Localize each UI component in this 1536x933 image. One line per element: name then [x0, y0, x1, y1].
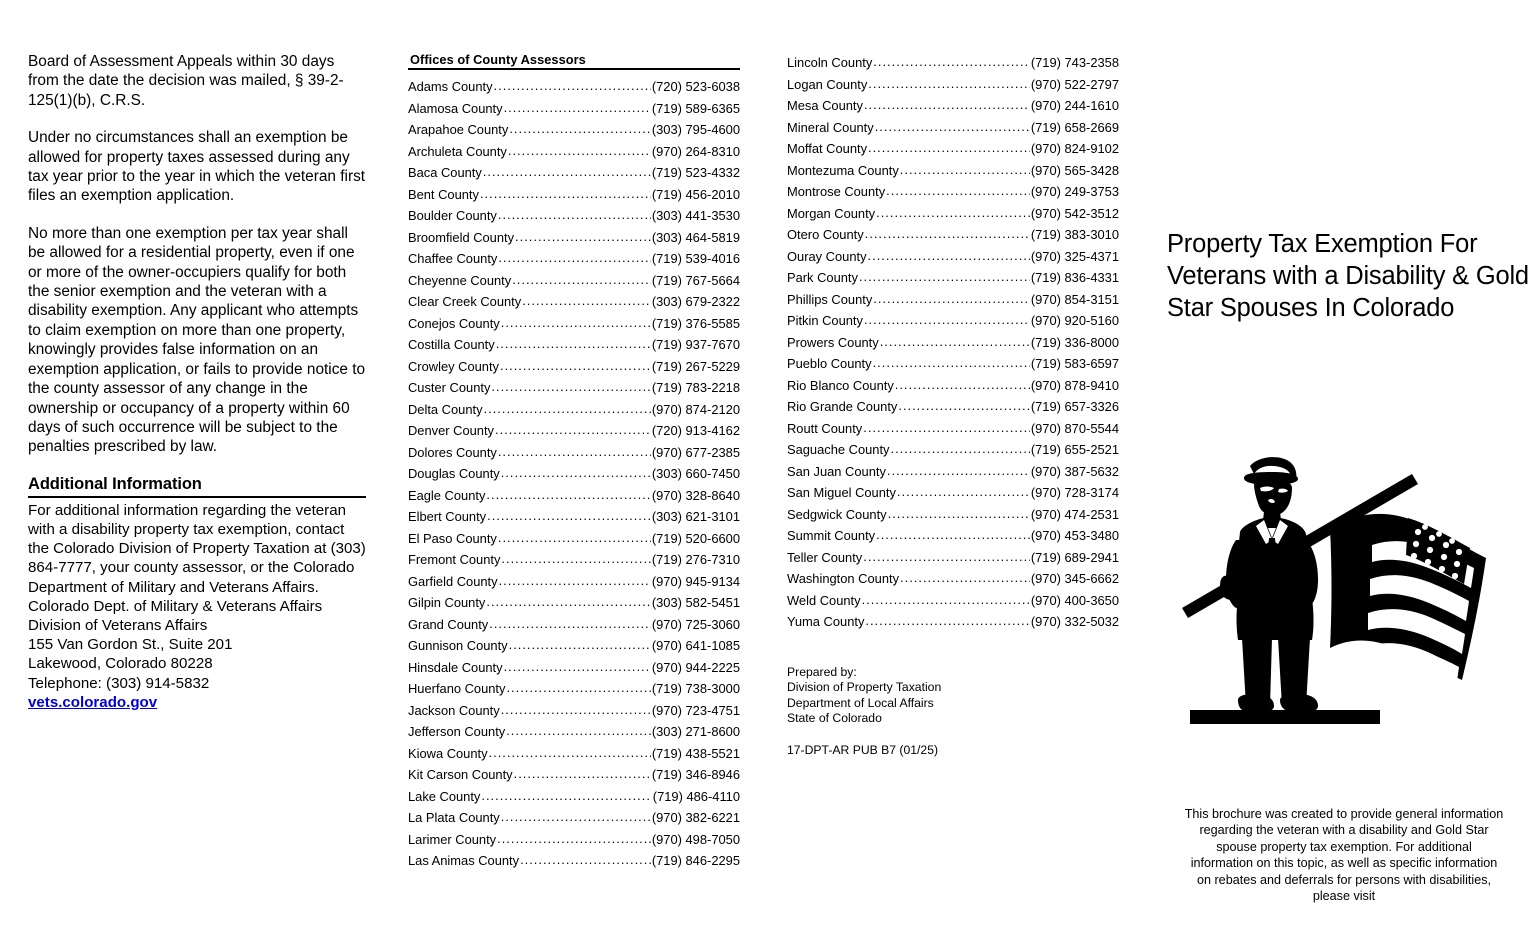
assessor-phone-number: (719) 846-2295: [651, 853, 740, 868]
assessor-row: [408, 549, 740, 571]
assessor-phone-number: (970) 944-2225: [651, 659, 740, 675]
assessor-phone-number: (719) 589-6365: [651, 100, 740, 116]
dot-leader: [509, 635, 651, 656]
assessor-county-name: Conejos County: [408, 315, 500, 331]
vets-colorado-gov-link[interactable]: vets.colorado.gov: [28, 693, 158, 711]
dot-leader: [496, 334, 651, 355]
contact-line: Telephone: (303) 914-5832: [28, 674, 210, 692]
assessor-phone-number: (719) 743-2358: [1030, 55, 1119, 70]
narrative-column: [28, 52, 366, 712]
section-divider: [28, 496, 366, 498]
assessor-row: [408, 98, 740, 120]
contact-address-block: [28, 597, 366, 693]
assessor-county-name: Routt County: [787, 420, 863, 436]
assessor-row: [408, 635, 740, 657]
assessor-county-name: Lincoln County: [787, 55, 873, 70]
assessor-phone-number: (719) 767-5664: [651, 272, 740, 288]
assessor-row: [787, 289, 1119, 311]
dot-leader: [487, 506, 651, 527]
assessor-phone-number: (970) 249-3753: [1030, 184, 1119, 199]
dot-leader: [865, 224, 1030, 245]
assessor-row: [408, 678, 740, 700]
assessor-county-name: Kiowa County: [408, 745, 488, 761]
assessor-county-name: Sedgwick County: [787, 506, 887, 522]
dot-leader: [512, 270, 651, 291]
assessor-county-name: Rio Blanco County: [787, 377, 894, 393]
assessor-phone-number: (303) 464-5819: [651, 229, 740, 245]
contact-line: Division of Veterans Affairs: [28, 616, 208, 634]
assessor-county-name: Archuleta County: [408, 143, 507, 159]
assessors-column-b: [787, 52, 1119, 633]
assessor-phone-number: (970) 332-5032: [1030, 614, 1119, 629]
dot-leader: [515, 227, 651, 248]
assessor-phone-number: (970) 325-4371: [1030, 248, 1119, 264]
assessor-phone-number: (303) 795-4600: [651, 122, 740, 137]
narrative-paragraph: Under no circumstances shall an exemption be allowed for property taxes assessed during any tax year prior to the year in which the veteran first files an exemption application.: [28, 129, 366, 205]
assessor-county-name: Arapahoe County: [408, 122, 509, 137]
publication-code: 17-DPT-AR PUB B7 (01/25): [787, 743, 939, 758]
assessor-county-name: Yuma County: [787, 614, 865, 629]
assessor-row: [408, 119, 740, 141]
assessor-row: [787, 611, 1119, 633]
assessor-phone-number: (970) 542-3512: [1030, 205, 1119, 221]
dot-leader: [900, 568, 1030, 589]
assessor-phone-number: (719) 336-8000: [1030, 334, 1119, 350]
assessor-row: [408, 743, 740, 765]
dot-leader: [501, 549, 650, 570]
assessor-phone-number: (720) 913-4162: [651, 423, 740, 438]
assessors-heading-divider: [408, 68, 740, 70]
assessor-county-name: Gunnison County: [408, 638, 508, 653]
assessor-phone-number: (970) 870-5544: [1030, 420, 1119, 436]
assessor-row: [408, 786, 740, 808]
assessor-row: [787, 396, 1119, 418]
assessor-row: [787, 246, 1119, 268]
contact-line: Colorado Dept. of Military & Veterans Affairs: [28, 597, 323, 615]
dot-leader: [506, 678, 650, 699]
assessor-row: [408, 571, 740, 593]
dot-leader: [509, 119, 651, 140]
assessor-phone-number: (970) 264-8310: [651, 143, 740, 159]
assessor-county-name: Broomfield County: [408, 229, 515, 245]
assessor-county-name: Otero County: [787, 227, 864, 242]
assessor-phone-number: (719) 783-2218: [651, 380, 740, 395]
dot-leader: [868, 74, 1030, 95]
assessor-row: [408, 313, 740, 335]
dot-leader: [859, 267, 1030, 288]
assessor-county-name: Montezuma County: [787, 162, 899, 178]
cover-panel: [1150, 0, 1536, 933]
assessor-county-name: Rio Grande County: [787, 399, 898, 414]
assessor-row: [787, 525, 1119, 547]
assessor-phone-number: (970) 725-3060: [651, 616, 740, 632]
assessor-phone-number: (719) 689-2941: [1030, 549, 1119, 565]
dot-leader: [864, 95, 1030, 116]
assessor-county-name: Teller County: [787, 549, 863, 565]
assessor-phone-number: (970) 345-6662: [1030, 571, 1119, 586]
assessor-row: [787, 375, 1119, 397]
assessor-phone-number: (719) 836-4331: [1030, 270, 1119, 285]
assessor-row: [787, 95, 1119, 117]
assessor-county-name: Mineral County: [787, 119, 874, 135]
assessor-county-name: Park County: [787, 270, 858, 285]
dot-leader: [489, 743, 651, 764]
assessor-row: [408, 506, 740, 528]
dot-leader: [888, 504, 1030, 525]
assessor-phone-number: (970) 244-1610: [1030, 98, 1119, 113]
prepared-by-block: [787, 665, 1117, 758]
assessor-phone-number: (719) 583-6597: [1030, 356, 1119, 371]
assessor-list-a: [408, 76, 740, 872]
assessor-row: [408, 614, 740, 636]
assessor-county-name: Clear Creek County: [408, 294, 522, 309]
assessor-phone-number: (719) 346-8946: [651, 767, 740, 782]
dot-leader: [900, 160, 1030, 181]
assessor-row: [787, 224, 1119, 246]
assessor-phone-number: (719) 658-2669: [1030, 119, 1119, 135]
assessor-phone-number: (303) 621-3101: [651, 509, 740, 524]
dot-leader: [898, 396, 1029, 417]
assessor-row: [787, 267, 1119, 289]
assessor-row: [787, 332, 1119, 354]
assessor-phone-number: (719) 438-5521: [651, 745, 740, 761]
assessor-row: [787, 181, 1119, 203]
dot-leader: [497, 829, 651, 850]
assessor-county-name: Huerfano County: [408, 681, 506, 696]
assessor-phone-number: (970) 328-8640: [651, 487, 740, 503]
dot-leader: [865, 611, 1029, 632]
dot-leader: [873, 289, 1030, 310]
assessor-phone-number: (970) 498-7050: [651, 831, 740, 847]
dot-leader: [897, 482, 1030, 503]
assessor-row: [408, 377, 740, 399]
assessor-phone-number: (719) 523-4332: [651, 165, 740, 180]
assessor-row: [787, 353, 1119, 375]
additional-information-body: For additional information regarding the veteran with a disability property tax exemption, contact the Colorado Division of Property Taxation at (303) 864-7777, your county assessor, or the Colorado Department of Military and Veterans Affairs.: [28, 501, 366, 596]
dot-leader: [506, 721, 651, 742]
assessor-row: [408, 700, 740, 722]
assessor-county-name: Saguache County: [787, 442, 890, 457]
assessor-row: [408, 141, 740, 163]
dot-leader: [501, 313, 651, 334]
assessor-county-name: Pueblo County: [787, 356, 872, 371]
assessor-phone-number: (970) 382-6221: [651, 810, 740, 825]
assessor-county-name: San Miguel County: [787, 485, 896, 500]
assessor-county-name: Eagle County: [408, 487, 486, 503]
dot-leader: [498, 442, 651, 463]
assessor-phone-number: (303) 582-5451: [651, 595, 740, 610]
assessor-county-name: Larimer County: [408, 831, 497, 847]
dot-leader: [875, 117, 1030, 138]
assessor-county-name: El Paso County: [408, 530, 497, 546]
dot-leader: [498, 248, 651, 269]
assessor-county-name: Denver County: [408, 423, 494, 438]
assessor-county-name: Crowley County: [408, 358, 499, 374]
dot-leader: [481, 786, 651, 807]
additional-information-heading: Additional Information: [28, 474, 202, 493]
dot-leader: [895, 375, 1030, 396]
page-title: Property Tax Exemption For Veterans with a Disability & Gold Star Spouses In Colorado: [1167, 230, 1529, 322]
assessor-phone-number: (970) 824-9102: [1030, 141, 1119, 156]
assessor-row: [787, 52, 1119, 74]
assessor-phone-number: (970) 874-2120: [651, 401, 740, 417]
assessor-county-name: Bent County: [408, 186, 479, 202]
dot-leader: [862, 590, 1030, 611]
assessor-county-name: Alamosa County: [408, 100, 503, 116]
assessor-county-name: Delta County: [408, 401, 483, 417]
assessor-county-name: Prowers County: [787, 334, 879, 350]
dot-leader: [483, 162, 651, 183]
assessor-phone-number: (719) 376-5585: [651, 315, 740, 331]
assessor-phone-number: (970) 945-9134: [651, 573, 740, 589]
assessor-phone-number: (719) 267-5229: [651, 358, 740, 374]
dot-leader: [886, 181, 1030, 202]
assessor-county-name: Baca County: [408, 165, 482, 180]
assessor-phone-number: (303) 441-3530: [651, 208, 740, 223]
assessor-row: [408, 399, 740, 421]
assessor-county-name: Las Animas County: [408, 853, 520, 868]
assessor-phone-number: (970) 854-3151: [1030, 291, 1119, 307]
assessor-phone-number: (720) 523-6038: [651, 79, 740, 94]
assessor-county-name: La Plata County: [408, 810, 500, 825]
assessors-heading: Offices of County Assessors: [410, 52, 586, 67]
assessor-row: [408, 485, 740, 507]
assessor-row: [787, 74, 1119, 96]
assessor-row: [787, 117, 1119, 139]
prepared-by-line: State of Colorado: [787, 710, 882, 725]
assessor-county-name: Custer County: [408, 380, 491, 395]
assessor-county-name: San Juan County: [787, 463, 886, 479]
assessor-county-name: Grand County: [408, 616, 489, 632]
dot-leader: [486, 485, 650, 506]
dot-leader: [876, 525, 1030, 546]
assessor-row: [787, 461, 1119, 483]
prepared-by-line: Division of Property Taxation: [787, 680, 942, 695]
assessor-phone-number: (970) 400-3650: [1030, 592, 1119, 608]
assessor-row: [787, 310, 1119, 332]
assessor-county-name: Kit Carson County: [408, 767, 513, 782]
assessor-row: [787, 482, 1119, 504]
assessor-row: [408, 442, 740, 464]
assessor-phone-number: (303) 660-7450: [651, 466, 740, 481]
assessor-phone-number: (303) 679-2322: [651, 294, 740, 309]
assessor-phone-number: (719) 276-7310: [651, 552, 740, 567]
assessor-phone-number: (719) 486-4110: [652, 788, 740, 804]
assessor-row: [408, 248, 740, 270]
assessor-county-name: Fremont County: [408, 552, 501, 567]
dot-leader: [522, 291, 651, 312]
assessor-row: [787, 418, 1119, 440]
assessor-row: [408, 764, 740, 786]
dot-leader: [498, 205, 651, 226]
assessor-list-b: [787, 52, 1119, 633]
assessor-row: [787, 203, 1119, 225]
dot-leader: [494, 76, 651, 97]
assessor-row: [408, 162, 740, 184]
dot-leader: [491, 377, 650, 398]
assessor-row: [408, 657, 740, 679]
dot-leader: [508, 141, 651, 162]
assessor-phone-number: (970) 920-5160: [1030, 313, 1119, 328]
assessor-county-name: Garfield County: [408, 573, 498, 589]
assessor-phone-number: (970) 453-3480: [1030, 528, 1119, 543]
assessor-county-name: Elbert County: [408, 509, 487, 524]
assessor-county-name: Moffat County: [787, 141, 868, 156]
soldier-with-american-flag-icon: [1180, 448, 1500, 733]
assessor-phone-number: (303) 271-8600: [651, 724, 740, 739]
assessor-phone-number: (719) 539-4016: [651, 251, 740, 266]
assessor-county-name: Dolores County: [408, 444, 497, 460]
dot-leader: [498, 528, 651, 549]
dot-leader: [486, 592, 650, 613]
assessor-row: [408, 850, 740, 872]
dot-leader: [868, 246, 1030, 267]
assessor-row: [408, 76, 740, 98]
assessor-county-name: Gilpin County: [408, 595, 486, 610]
dot-leader: [500, 356, 651, 377]
dot-leader: [504, 98, 651, 119]
assessor-row: [787, 439, 1119, 461]
prepared-by-line: Department of Local Affairs: [787, 695, 934, 710]
assessor-row: [408, 270, 740, 292]
assessor-row: [408, 420, 740, 442]
assessor-phone-number: (970) 387-5632: [1030, 463, 1119, 479]
dot-leader: [514, 764, 651, 785]
dot-leader: [876, 203, 1030, 224]
assessor-row: [408, 227, 740, 249]
assessor-row: [408, 356, 740, 378]
assessor-county-name: Lake County: [408, 788, 481, 804]
assessor-phone-number: (970) 723-4751: [651, 702, 740, 718]
assessor-phone-number: (719) 456-2010: [651, 186, 740, 202]
assessor-phone-number: (970) 522-2797: [1030, 76, 1119, 92]
dot-leader: [501, 700, 651, 721]
assessor-county-name: Boulder County: [408, 208, 497, 223]
contact-line: 155 Van Gordon St., Suite 201: [28, 636, 233, 654]
dot-leader: [863, 547, 1030, 568]
dot-leader: [873, 52, 1030, 73]
assessor-county-name: Douglas County: [408, 466, 500, 481]
assessor-row: [408, 528, 740, 550]
assessor-phone-number: (719) 383-3010: [1030, 227, 1119, 242]
assessor-county-name: Jefferson County: [408, 724, 506, 739]
assessor-row: [408, 807, 740, 829]
dot-leader: [480, 184, 651, 205]
assessor-phone-number: (970) 878-9410: [1030, 377, 1119, 393]
dot-leader: [499, 571, 651, 592]
assessor-county-name: Weld County: [787, 592, 861, 608]
assessor-row: [787, 504, 1119, 526]
assessor-phone-number: (970) 474-2531: [1030, 506, 1119, 522]
assessor-phone-number: (970) 728-3174: [1030, 485, 1119, 500]
assessor-county-name: Chaffee County: [408, 251, 498, 266]
assessor-row: [787, 590, 1119, 612]
narrative-paragraph: No more than one exemption per tax year shall be allowed for a residential property, even if one or more of the owner-occupiers qualify for both the senior exemption and the veteran with a disability exemption. Any applicant who attempts to claim exemption on more than one property, knowingly provides false information on an exemption application, or fails to provide notice to the county assessor of any change in the ownership or occupancy of a property within 60 days of such occurrence will be subject to the penalties prescribed by law.: [28, 224, 366, 456]
assessor-row: [408, 721, 740, 743]
assessor-phone-number: (719) 520-6600: [651, 530, 740, 546]
assessor-row: [787, 160, 1119, 182]
assessor-row: [787, 138, 1119, 160]
assessor-row: [408, 829, 740, 851]
assessor-phone-number: (970) 641-1085: [651, 638, 740, 653]
assessor-phone-number: (970) 677-2385: [651, 444, 740, 460]
assessor-phone-number: (970) 565-3428: [1030, 162, 1119, 178]
dot-leader: [864, 310, 1030, 331]
dot-leader: [880, 332, 1030, 353]
assessor-county-name: Hinsdale County: [408, 659, 503, 675]
assessor-phone-number: (719) 738-3000: [651, 681, 740, 696]
assessor-row: [408, 592, 740, 614]
cover-disclaimer-text: This brochure was created to provide general information regarding the veteran with a disability and Gold Star spouse property tax exemption. For additional information on this topic, as well as specific information on rebates and deferrals for persons with disabilities, please visit: [1184, 807, 1504, 904]
assessor-row: [408, 205, 740, 227]
assessors-column-a: [408, 52, 740, 872]
assessor-row: [408, 334, 740, 356]
assessor-county-name: Logan County: [787, 76, 868, 92]
assessor-phone-number: (719) 937-7670: [651, 337, 740, 352]
dot-leader: [495, 420, 651, 441]
assessor-county-name: Costilla County: [408, 337, 495, 352]
assessor-row: [408, 184, 740, 206]
assessor-county-name: Cheyenne County: [408, 272, 512, 288]
assessor-phone-number: (719) 655-2521: [1030, 442, 1119, 457]
dot-leader: [863, 418, 1030, 439]
dot-leader: [489, 614, 651, 635]
assessor-county-name: Ouray County: [787, 248, 867, 264]
assessor-county-name: Phillips County: [787, 291, 873, 307]
assessor-row: [787, 547, 1119, 569]
contact-line: Lakewood, Colorado 80228: [28, 655, 213, 673]
assessor-county-name: Summit County: [787, 528, 876, 543]
dot-leader: [501, 463, 651, 484]
narrative-paragraph: Board of Assessment Appeals within 30 days from the date the decision was mailed, § 39-2-125(1)(b), C.R.S.: [28, 53, 344, 109]
dot-leader: [504, 657, 651, 678]
assessor-county-name: Montrose County: [787, 184, 886, 199]
assessor-county-name: Adams County: [408, 79, 493, 94]
prepared-by-line: Prepared by:: [787, 665, 857, 679]
dot-leader: [890, 439, 1029, 460]
assessor-county-name: Washington County: [787, 571, 900, 586]
assessor-county-name: Morgan County: [787, 205, 876, 221]
assessor-row: [408, 291, 740, 313]
assessor-county-name: Pitkin County: [787, 313, 863, 328]
dot-leader: [873, 353, 1030, 374]
assessor-row: [787, 568, 1119, 590]
dot-leader: [484, 399, 651, 420]
dot-leader: [868, 138, 1030, 159]
assessor-row: [408, 463, 740, 485]
assessor-county-name: Jackson County: [408, 702, 500, 718]
dot-leader: [520, 850, 651, 871]
dot-leader: [501, 807, 651, 828]
assessor-county-name: Mesa County: [787, 98, 863, 113]
dot-leader: [887, 461, 1030, 482]
assessor-phone-number: (719) 657-3326: [1030, 399, 1119, 414]
